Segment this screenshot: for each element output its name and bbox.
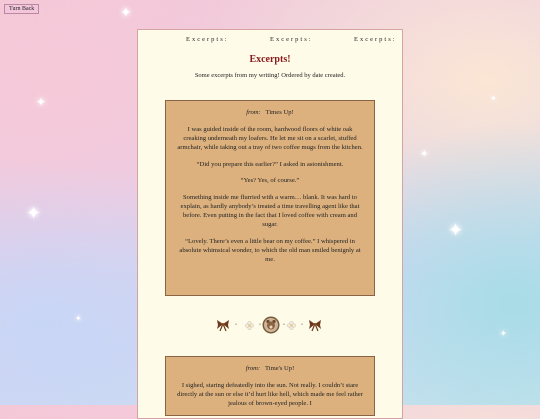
excerpt-paragraph: I sighed, staring defeatedly into the sun. Not really. I couldn’t stare directly at the sun or else it’d hurt like hell, which made me feel rather jealous of brown-eyed people. I (177, 381, 363, 407)
dot-icon: • (301, 322, 303, 328)
bow-icon (216, 315, 230, 335)
sparkle-icon: ✦ (120, 5, 132, 21)
excerpt-source (176, 365, 364, 374)
nav-link-excerpts[interactable]: Excerpts: (186, 36, 229, 43)
sparkle-icon: ✦ (490, 94, 497, 103)
sparkle-icon: ✦ (420, 149, 429, 160)
page-title: Excerpts! (249, 54, 291, 65)
excerpt-paragraph: “Yes? Yes, of course.” (240, 177, 300, 185)
bow-icon (308, 315, 322, 335)
excerpt-paragraph: Something inside me flurried with a warm… blank. It was hard to explain, as hardly anybody’s treated a time travelling agent like that before. Even putting in the fact that I loved coffee with cream and sugar. (180, 194, 360, 229)
sparkle-icon: ✦ (75, 314, 82, 323)
from-label: from: (246, 109, 261, 116)
nav-link-excerpts[interactable]: Excerpts: (270, 36, 313, 43)
dot-icon: • (259, 322, 261, 328)
excerpt-paragraph: “Lovely. There’s even a little bear on my coffee.” I whispered in absolute whimsical wonder, to which the old man smiled benignly at me. (179, 237, 361, 263)
excerpt-source (176, 109, 364, 118)
flower-icon (244, 315, 254, 335)
dot-icon: • (283, 322, 285, 328)
flower-icon (286, 315, 296, 335)
page-intro: Some excerpts from my writing! Ordered by date created. (194, 72, 346, 79)
content-panel (137, 29, 403, 419)
sparkle-icon: ✦ (448, 220, 464, 241)
sparkle-icon: ✦ (26, 203, 42, 224)
sparkle-icon: ✦ (500, 329, 507, 338)
turn-back-button[interactable]: Turn Back (4, 4, 39, 14)
excerpt-paragraph: “Did you prepare this earlier?” I asked in astonishment. (196, 160, 344, 168)
excerpt-card (165, 100, 375, 296)
sparkle-icon: ✦ (36, 95, 47, 109)
excerpt-title: Time's Up! (264, 365, 295, 372)
excerpt-paragraph: I was guided inside of the room, hardwood floors of white oak creaking underneath my loafers. He let me sit on a scarlet, stuffed armchair, while taking out a tray of two coffee mugs from the kitchen. (177, 125, 363, 151)
bear-coin-icon (262, 315, 280, 335)
excerpt-card (165, 356, 375, 416)
top-nav (138, 36, 402, 46)
dot-icon: • (235, 322, 237, 328)
from-label: from: (245, 365, 261, 372)
excerpt-title: Times Up! (265, 109, 294, 116)
decorative-divider (138, 315, 402, 335)
nav-link-excerpts[interactable]: Excerpts: (354, 36, 397, 43)
